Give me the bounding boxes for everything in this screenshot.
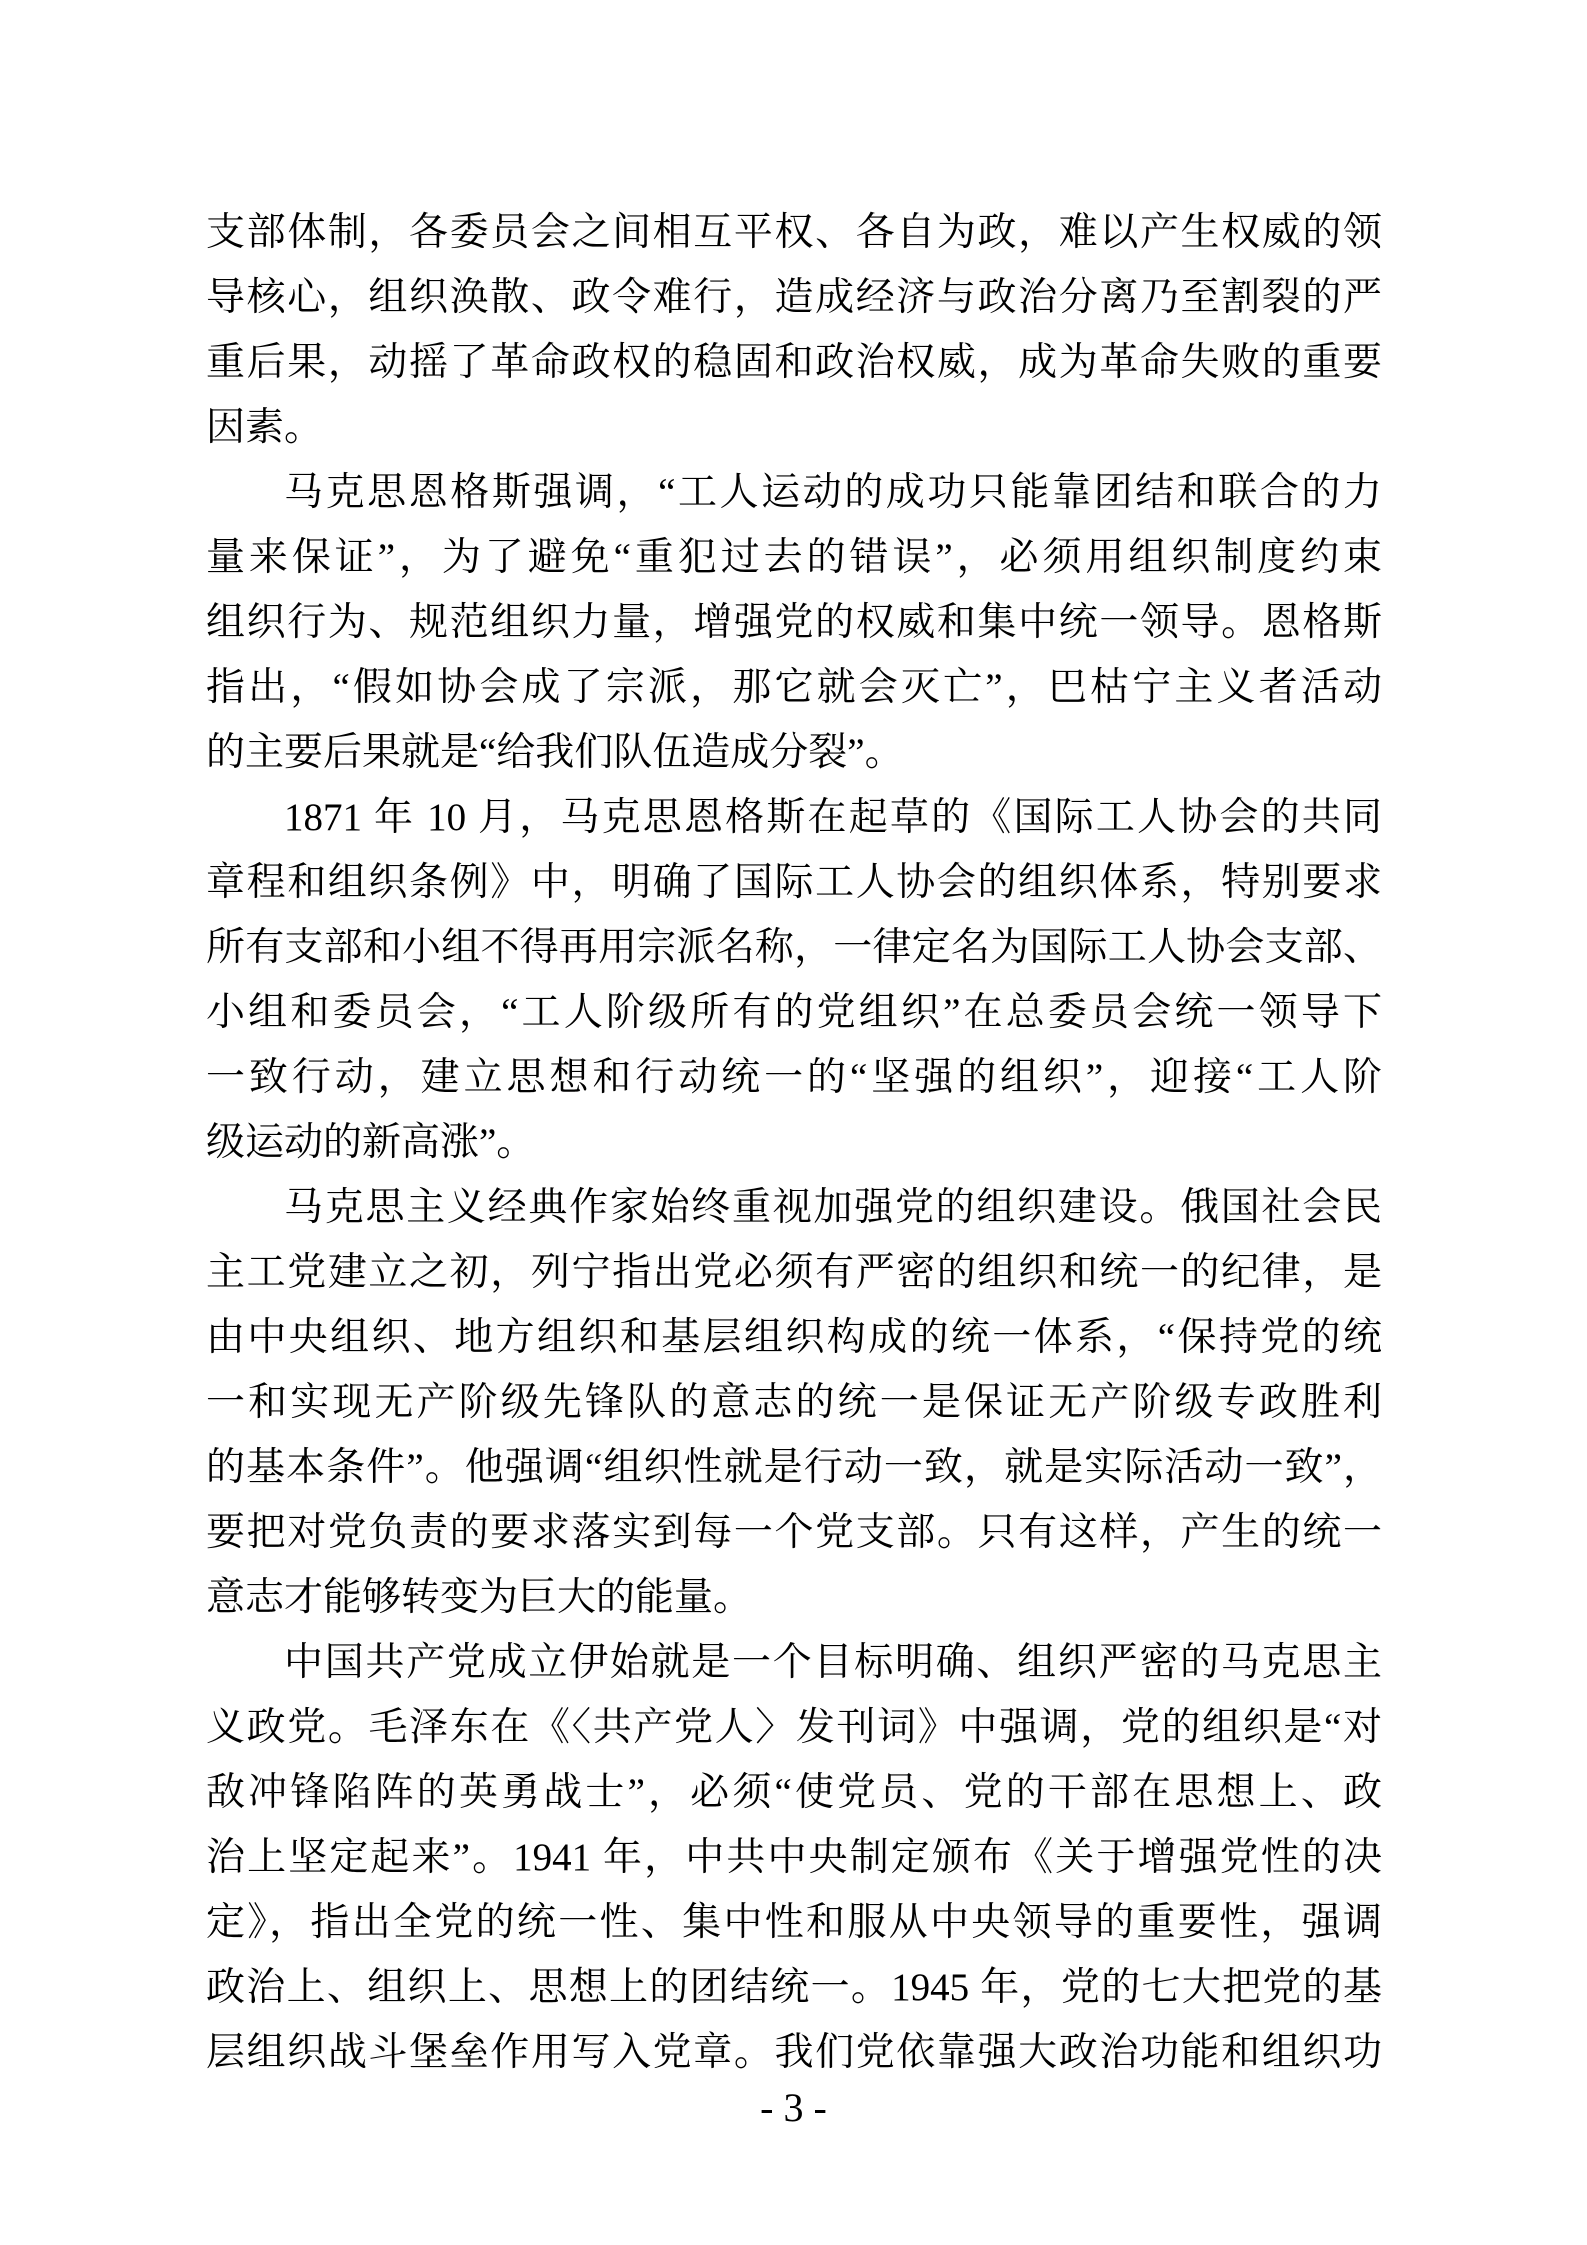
text-line: 马克思主义经典作家始终重视加强党的组织建设。俄国社会民 bbox=[284, 1186, 1382, 1229]
text-line: 导核心，组织涣散、政令难行，造成经济与政治分离乃至割裂的严 bbox=[206, 276, 1382, 319]
text-line: 的基本条件”。他强调“组织性就是行动一致，就是实际活动一致”， bbox=[206, 1446, 1382, 1489]
text-line: 中国共产党成立伊始就是一个目标明确、组织严密的马克思主 bbox=[284, 1641, 1382, 1684]
text-line: 马克思恩格斯强调，“工人运动的成功只能靠团结和联合的力 bbox=[284, 471, 1382, 514]
text-line: 小组和委员会，“工人阶级所有的党组织”在总委员会统一领导下 bbox=[206, 991, 1382, 1034]
paragraph bbox=[206, 460, 1382, 785]
text-line: 治上坚定起来”。1941 年，中共中央制定颁布《关于增强党性的决 bbox=[206, 1836, 1382, 1879]
text-line: 量来保证”，为了避免“重犯过去的错误”，必须用组织制度约束 bbox=[206, 536, 1382, 579]
text-line: 一和实现无产阶级先锋队的意志的统一是保证无产阶级专政胜利 bbox=[206, 1381, 1382, 1424]
text-line: 因素。 bbox=[206, 406, 324, 449]
text-line: 主工党建立之初，列宁指出党必须有严密的组织和统一的纪律，是 bbox=[206, 1251, 1382, 1294]
page-number: - 3 - bbox=[760, 2085, 827, 2130]
text-line: 支部体制，各委员会之间相互平权、各自为政，难以产生权威的领 bbox=[206, 211, 1382, 254]
text-line: 的主要后果就是“给我们队伍造成分裂”。 bbox=[206, 731, 904, 774]
text-line: 由中央组织、地方组织和基层组织构成的统一体系，“保持党的统 bbox=[206, 1316, 1382, 1359]
text-line: 层组织战斗堡垒作用写入党章。我们党依靠强大政治功能和组织功 bbox=[206, 2031, 1382, 2074]
paragraph bbox=[206, 1175, 1382, 1630]
text-line: 重后果，动摇了革命政权的稳固和政治权威，成为革命失败的重要 bbox=[206, 341, 1382, 384]
paragraph bbox=[206, 785, 1382, 1175]
text-line: 意志才能够转变为巨大的能量。 bbox=[206, 1576, 753, 1619]
text-line: 定》，指出全党的统一性、集中性和服从中央领导的重要性，强调 bbox=[206, 1901, 1382, 1944]
paragraph bbox=[206, 200, 1382, 460]
text-line: 所有支部和小组不得再用宗派名称，一律定名为国际工人协会支部、 bbox=[206, 926, 1382, 969]
text-line: 章程和组织条例》中，明确了国际工人协会的组织体系，特别要求 bbox=[206, 861, 1382, 904]
text-line: 指出，“假如协会成了宗派，那它就会灭亡”，巴枯宁主义者活动 bbox=[206, 666, 1382, 709]
text-line: 敌冲锋陷阵的英勇战士”，必须“使党员、党的干部在思想上、政 bbox=[206, 1771, 1382, 1814]
text-line: 要把对党负责的要求落实到每一个党支部。只有这样，产生的统一 bbox=[206, 1511, 1382, 1554]
text-line: 政治上、组织上、思想上的团结统一。1945 年，党的七大把党的基 bbox=[206, 1966, 1382, 2009]
text-line: 义政党。毛泽东在《〈共产党人〉发刊词》中强调，党的组织是“对 bbox=[206, 1706, 1382, 1749]
document-body bbox=[206, 200, 1382, 2085]
text-line: 级运动的新高涨”。 bbox=[206, 1121, 536, 1164]
text-line: 组织行为、规范组织力量，增强党的权威和集中统一领导。恩格斯 bbox=[206, 601, 1382, 644]
text-line: 一致行动，建立思想和行动统一的“坚强的组织”，迎接“工人阶 bbox=[206, 1056, 1382, 1099]
paragraph bbox=[206, 1630, 1382, 2085]
text-line: 1871 年 10 月，马克思恩格斯在起草的《国际工人协会的共同 bbox=[284, 796, 1382, 839]
